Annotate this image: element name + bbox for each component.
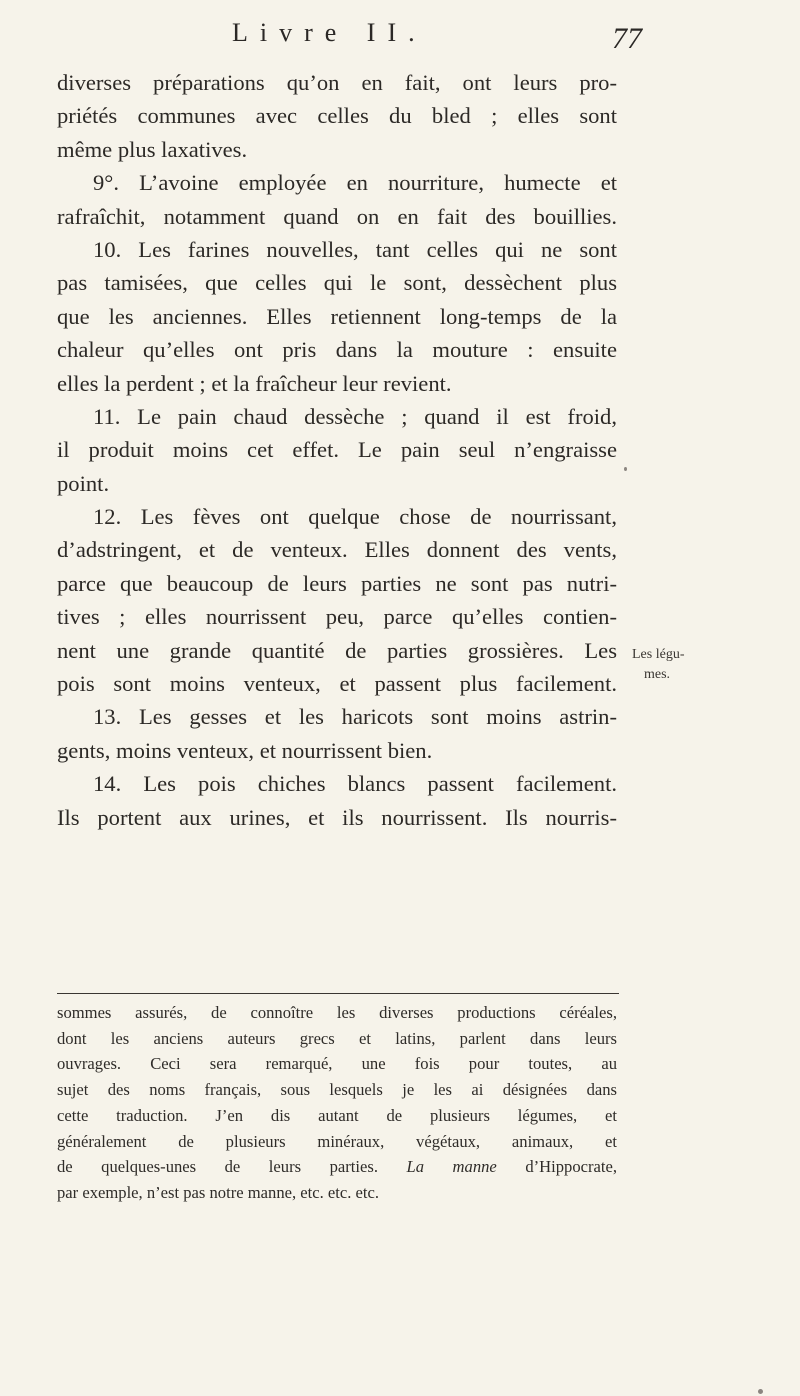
- text-line: que les anciennes. Elles retiennent long-temps de la: [57, 303, 617, 329]
- running-title: Livre II.: [232, 18, 427, 47]
- footnote-line: sujet des noms français, sous lesquels je les ai désignées dans: [57, 1080, 617, 1100]
- footnote-line: dont les anciens auteurs grecs et latins, parlent dans leurs: [57, 1028, 617, 1048]
- footnote-line: ouvrages. Ceci sera remarqué, une fois pour toutes, au: [57, 1054, 617, 1074]
- footnote-line: cette traduction. J’en dis autant de plusieurs légumes, et: [57, 1105, 617, 1125]
- text-line: Ils portent aux urines, et ils nourrissent. Ils nourris-: [57, 804, 617, 830]
- text-line: 13. Les gesses et les haricots sont moins astrin-: [93, 704, 617, 730]
- paper-speck: [758, 1389, 763, 1394]
- text-line: priétés communes avec celles du bled ; elles sont: [57, 103, 617, 129]
- footnote-italic: La manne: [406, 1157, 497, 1177]
- main-text: [57, 66, 617, 834]
- text-line: gents, moins venteux, et nourrissent bien.: [57, 737, 433, 763]
- margin-note-line: mes.: [644, 667, 671, 682]
- text-line: 14. Les pois chiches blancs passent facilement.: [93, 771, 617, 797]
- footnote-line: généralement de plusieurs minéraux, végétaux, animaux, et: [57, 1131, 617, 1151]
- text-line: nent une grande quantité de parties grossières. Les: [57, 637, 617, 663]
- footnote-text: de quelques-unes de leurs parties.: [57, 1157, 378, 1177]
- text-line: point.: [57, 470, 110, 496]
- text-line: chaleur qu’elles ont pris dans la mouture : ensuite: [57, 337, 617, 363]
- margin-note: [632, 645, 712, 685]
- text-line: pas tamisées, que celles qui le sont, dessèchent plus: [57, 270, 617, 296]
- text-line: 11. Le pain chaud dessèche ; quand il est froid,: [93, 403, 617, 429]
- text-line: tives ; elles nourrissent peu, parce qu’elles contien-: [57, 604, 617, 630]
- page-header: [0, 12, 800, 62]
- footnote-rule: [57, 993, 619, 994]
- text-line: d’adstringent, et de venteux. Elles donnent des vents,: [57, 537, 617, 563]
- text-line: parce que beaucoup de leurs parties ne sont pas nutri-: [57, 570, 617, 596]
- page-number: 77: [612, 22, 642, 55]
- text-line: même plus laxatives.: [57, 136, 248, 162]
- footnote-line: par exemple, n’est pas notre manne, etc. etc. etc.: [57, 1182, 380, 1202]
- text-line: elles la perdent ; et la fraîcheur leur revient.: [57, 370, 452, 396]
- footnote-line-mixed: [57, 1154, 617, 1180]
- text-line: 12. Les fèves ont quelque chose de nourrissant,: [93, 504, 617, 530]
- text-line: il produit moins cet effet. Le pain seul n’engraisse: [57, 437, 617, 463]
- footnote: [57, 1000, 617, 1206]
- text-line: pois sont moins venteux, et passent plus facilement.: [57, 671, 617, 697]
- text-line: 9°. L’avoine employée en nourriture, humecte et: [93, 170, 617, 196]
- paper-speck: [624, 467, 627, 471]
- footnote-line: sommes assurés, de connoître les diverses productions céréales,: [57, 1003, 617, 1022]
- text-line: diverses préparations qu’on en fait, ont leurs pro-: [57, 70, 617, 95]
- footnote-text: d’Hippocrate,: [525, 1157, 618, 1177]
- margin-note-line: Les légu-: [632, 647, 685, 662]
- text-line: 10. Les farines nouvelles, tant celles qui ne sont: [93, 236, 617, 262]
- text-line: rafraîchit, notamment quand on en fait des bouillies.: [57, 203, 617, 229]
